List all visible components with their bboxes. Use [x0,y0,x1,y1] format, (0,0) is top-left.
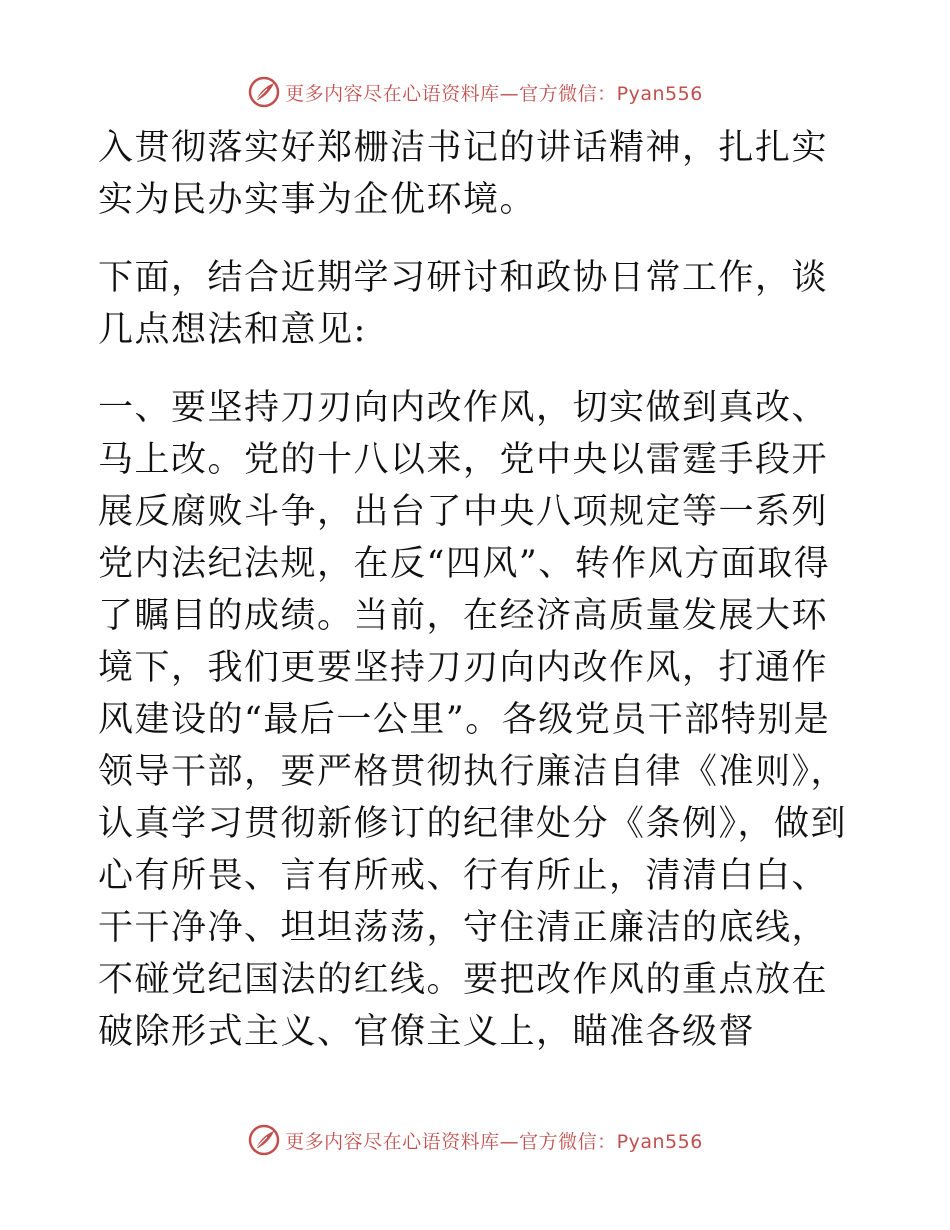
paragraph-3: 一、要坚持刀刃向内改作风，切实做到真改、马上改。党的十八以来，党中央以雷霆手段开展反腐败斗争，出台了中央八项规定等一系列党内法纪法规，在反“四风”、转作风方面取得了瞩目的成绩。当前，在经济高质量发展大环境下，我们更要坚持刀刃向内改作风，打通作风建设的“最后一公里”。各级党员干部特别是领导干部，要严格贯彻执行廉洁自律《准则》，认真学习贯彻新修订的纪律处分《条例》，做到心有所畏、言有所戒、行有所止，清清白白、干干净净、坦坦荡荡，守住清正廉洁的底线，不碰党纪国法的红线。要把改作风的重点放在破除形式主义、官僚主义上，瞄准各级督 [98,388,848,1052]
header-watermark-text: 更多内容尽在心语资料库—官方微信：Pyan556 [285,82,703,105]
feather-pen-logo-icon [247,75,281,109]
document-body [98,122,858,1058]
paragraph-1: 入贯彻落实好郑栅洁书记的讲话精神，扎扎实实为民办实事为企优环境。 [98,128,829,220]
footer-watermark-text: 更多内容尽在心语资料库—官方微信：Pyan556 [285,1130,703,1153]
feather-pen-logo-icon [247,1123,281,1157]
header-watermark [0,72,950,112]
paragraph-2: 下面，结合近期学习研讨和政协日常工作，谈几点想法和意见: [98,258,829,350]
footer-watermark [0,1120,950,1160]
